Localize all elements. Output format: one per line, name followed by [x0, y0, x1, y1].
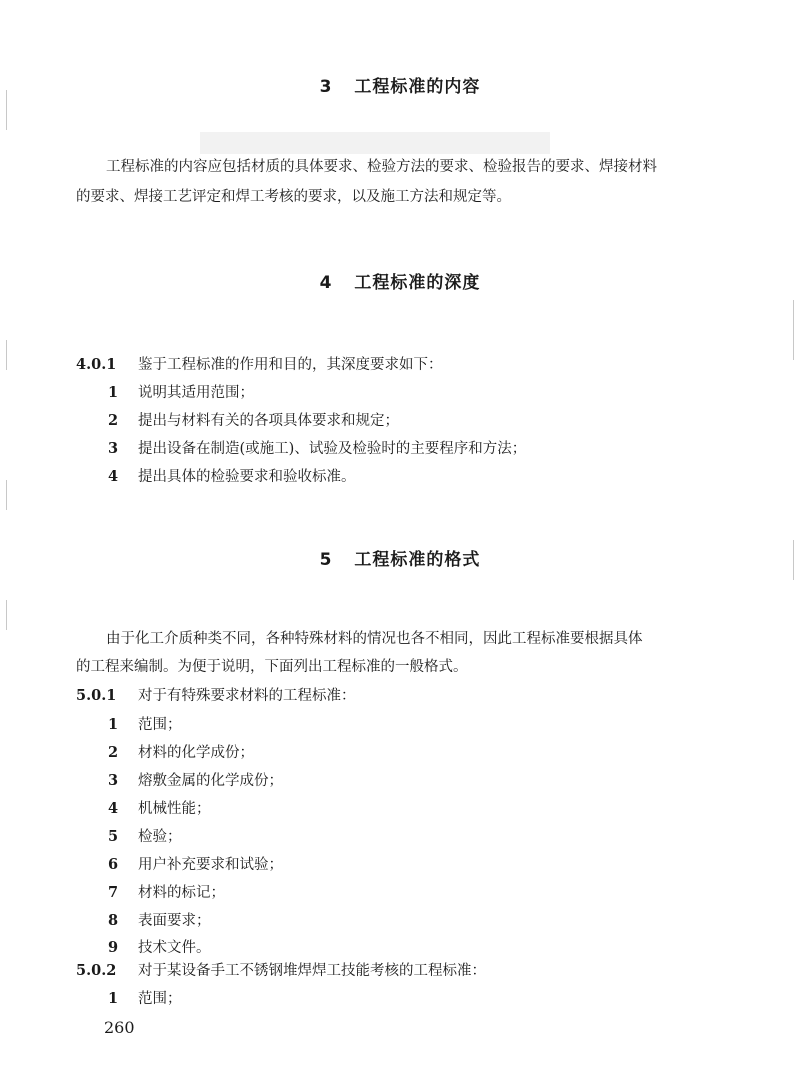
list-item: [108, 938, 211, 958]
clause-text: 对于某设备手工不锈钢堆焊焊工技能考核的工程标准：: [138, 963, 486, 979]
list-item: [108, 883, 225, 903]
section-number: 4: [319, 273, 333, 293]
item-number: 3: [108, 772, 119, 789]
section-5-paragraph: [76, 624, 736, 654]
list-item: [108, 855, 283, 875]
paragraph-line: 的要求、焊接工艺评定和焊工考核的要求，以及施工方法和规定等。: [76, 189, 511, 205]
list-item: [108, 383, 254, 403]
item-number: 8: [108, 912, 119, 929]
clause-5-0-2: [76, 961, 486, 981]
section-3-paragraph-continued: [76, 182, 736, 212]
item-text: 材料的化学成份；: [138, 745, 254, 761]
list-item: [108, 743, 254, 763]
item-text: 技术文件。: [138, 940, 211, 956]
item-number: 3: [108, 440, 119, 457]
section-title: 工程标准的深度: [354, 273, 481, 293]
section-title: 工程标准的内容: [354, 77, 481, 97]
section-5-paragraph-continued: [76, 652, 736, 682]
paragraph-line: 由于化工介质种类不同，各种特殊材料的情况也各不相同，因此工程标准要根据具体: [106, 631, 643, 647]
list-item: [108, 715, 182, 735]
list-item: [108, 799, 211, 819]
paragraph-line: 工程标准的内容应包括材质的具体要求、检验方法的要求、检验报告的要求、焊接材料: [106, 159, 657, 175]
scan-edge-mark: [6, 340, 7, 370]
clause-text: 对于有特殊要求材料的工程标准：: [138, 688, 356, 704]
item-number: 1: [108, 990, 119, 1007]
section-number: 3: [319, 77, 333, 97]
item-number: 9: [108, 939, 119, 956]
item-number: 6: [108, 856, 119, 873]
item-text: 范围；: [138, 717, 182, 733]
item-number: 4: [108, 800, 119, 817]
clause-number: 4.0.1: [76, 356, 117, 373]
item-text: 表面要求；: [138, 913, 211, 929]
section-3-paragraph: [76, 152, 736, 182]
item-text: 提出与材料有关的各项具体要求和规定；: [138, 413, 399, 429]
clause-text: 鉴于工程标准的作用和目的，其深度要求如下：: [138, 357, 443, 373]
clause-4-0-1: [76, 355, 443, 375]
clause-5-0-1: [76, 686, 356, 706]
list-item: [108, 989, 182, 1009]
list-item: [108, 771, 283, 791]
item-number: 1: [108, 716, 119, 733]
scan-edge-mark: [6, 480, 7, 510]
item-text: 检验；: [138, 829, 182, 845]
list-item: [108, 439, 526, 459]
section-number: 5: [319, 550, 333, 570]
list-item: [108, 411, 399, 431]
item-number: 5: [108, 828, 119, 845]
item-text: 用户补充要求和试验；: [138, 857, 283, 873]
item-number: 2: [108, 744, 119, 761]
paragraph-line: 的工程来编制。为便于说明，下面列出工程标准的一般格式。: [76, 659, 468, 675]
item-text: 材料的标记；: [138, 885, 225, 901]
item-text: 机械性能；: [138, 801, 211, 817]
item-text: 提出具体的检验要求和验收标准。: [138, 469, 356, 485]
list-item: [108, 827, 182, 847]
item-text: 提出设备在制造(或施工)、试验及检验时的主要程序和方法；: [138, 441, 527, 457]
scan-edge-mark: [793, 300, 794, 360]
list-item: [108, 467, 356, 487]
section-4-heading: [0, 268, 800, 293]
item-text: 说明其适用范围；: [138, 385, 254, 401]
page-number: 260: [104, 1018, 135, 1037]
list-item: [108, 911, 211, 931]
item-text: 范围；: [138, 991, 182, 1007]
scan-edge-mark: [6, 600, 7, 630]
item-number: 1: [108, 384, 119, 401]
item-number: 7: [108, 884, 119, 901]
clause-number: 5.0.2: [76, 962, 117, 979]
item-number: 4: [108, 468, 119, 485]
clause-number: 5.0.1: [76, 687, 117, 704]
item-text: 熔敷金属的化学成份；: [138, 773, 283, 789]
item-number: 2: [108, 412, 119, 429]
scan-watermark: [200, 132, 550, 154]
section-5-heading: [0, 545, 800, 570]
section-title: 工程标准的格式: [354, 550, 481, 570]
section-3-heading: [0, 72, 800, 97]
